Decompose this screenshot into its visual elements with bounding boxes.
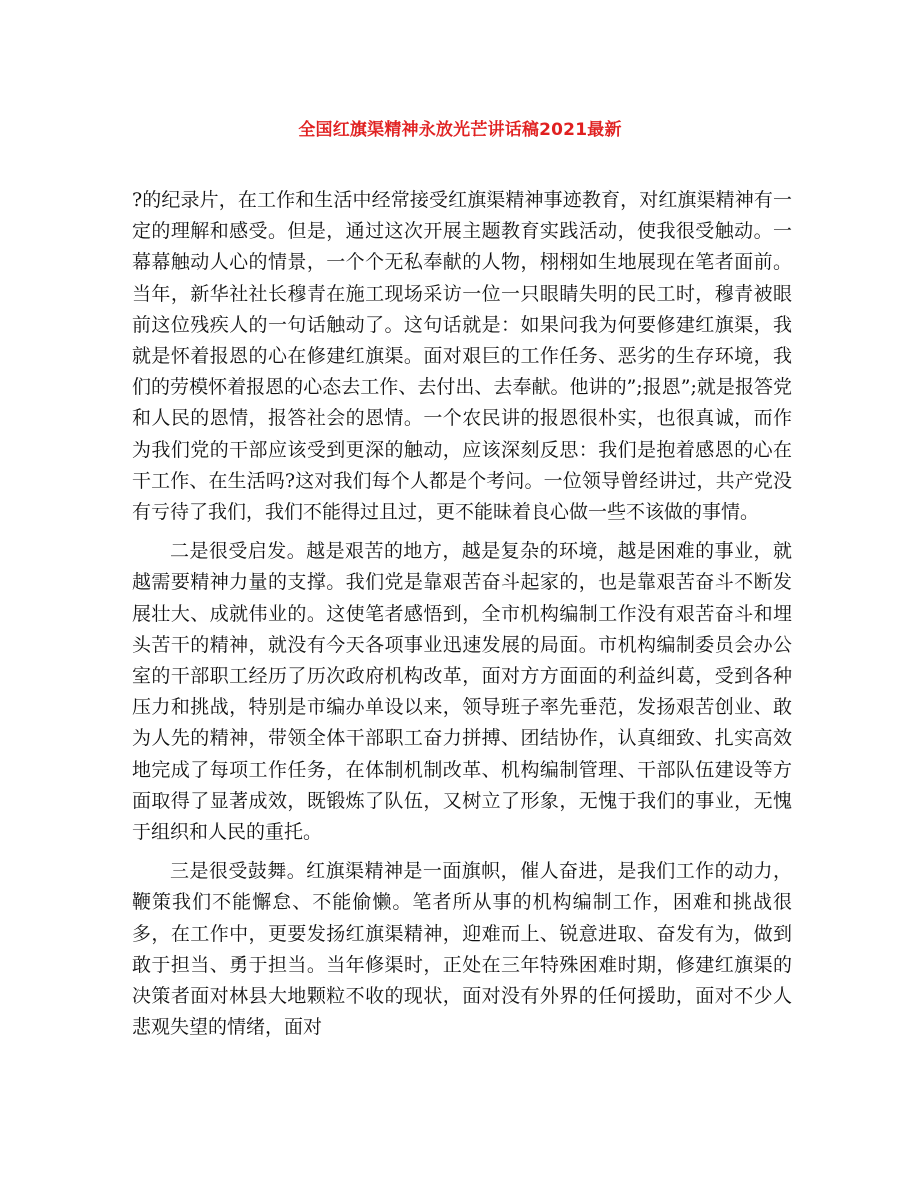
document-title: 全国红旗渠精神永放光芒讲话稿2021最新 — [298, 120, 622, 140]
document-body — [132, 185, 792, 1043]
body-paragraph-1: ?的纪录片，在工作和生活中经常接受红旗渠精神事迹教育，对红旗渠精神有一定的理解和感受。但是，通过这次开展主题教育实践活动，使我很受触动。一幕幕触动人心的情景，一个个无私奉献的人物，栩栩如生地展现在笔者面前。当年，新华社社长穆青在施工现场采访一位一只眼睛失明的民工时，穆青被眼前这位残疾人的一句话触动了。这句话就是：如果问我为何要修建红旗渠，我就是怀着报恩的心在修建红旗渠。面对艰巨的工作任务、恶劣的生存环境，我们的劳模怀着报恩的心态去工作、去付出、去奉献。他讲的”;报恩”;就是报答党和人民的恩情，报答社会的恩情。一个农民讲的报恩很朴实，也很真诚，而作为我们党的干部应该受到更深的触动，应该深刻反思：我们是抱着感恩的心在干工作、在生活吗?这对我们每个人都是个考问。一位领导曾经讲过，共产党没有亏待了我们，我们不能得过且过，更不能昧着良心做一些不该做的事情。 — [132, 189, 792, 524]
body-paragraph-2: 二是很受启发。越是艰苦的地方，越是复杂的环境，越是困难的事业，就越需要精神力量的支撑。我们党是靠艰苦奋斗起家的，也是靠艰苦奋斗不断发展壮大、成就伟业的。这使笔者感悟到，全市机构编制工作没有艰苦奋斗和埋头苦干的精神，就没有今天各项事业迅速发展的局面。市机构编制委员会办公室的干部职工经历了历次政府机构改革，面对方方面面的利益纠葛，受到各种压力和挑战，特别是市编办单设以来，领导班子率先垂范，发扬艰苦创业、敢为人先的精神，带领全体干部职工奋力拼搏、团结协作，认真细致、扎实高效地完成了每项工作任务，在体制机制改革、机构编制管理、干部队伍建设等方面取得了显著成效，既锻炼了队伍，又树立了形象，无愧于我们的事业，无愧于组织和人民的重托。 — [132, 540, 792, 844]
body-paragraph-3: 三是很受鼓舞。红旗渠精神是一面旗帜，催人奋进，是我们工作的动力，鞭策我们不能懈怠、不能偷懒。笔者所从事的机构编制工作，困难和挑战很多，在工作中，更要发扬红旗渠精神，迎难而上、锐意进取、奋发有为，做到敢于担当、勇于担当。当年修渠时，正处在三年特殊困难时期，修建红旗渠的决策者面对林县大地颗粒不收的现状，面对没有外界的任何援助，面对不少人悲观失望的情绪，面对 — [132, 860, 792, 1039]
